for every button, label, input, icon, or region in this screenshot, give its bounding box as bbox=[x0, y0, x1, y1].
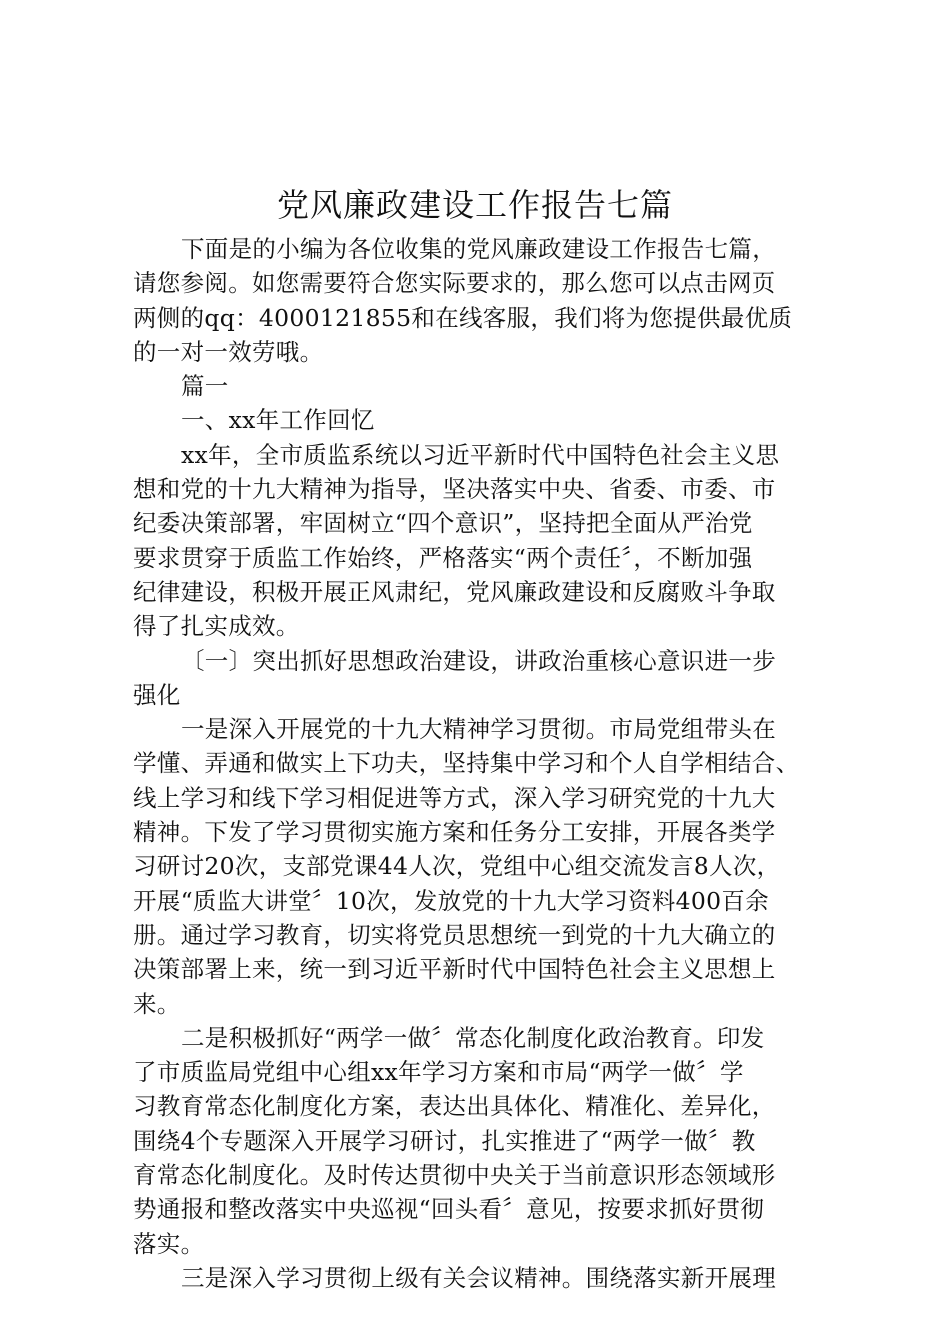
text-line: 学懂、弄通和做实上下功夫，坚持集中学习和个人自学相结合、 bbox=[133, 749, 800, 778]
text-line: xx年，全市质监系统以习近平新时代中国特色社会主义思 bbox=[181, 440, 780, 469]
text-line: 习研讨20次，支部党课44人次，党组中心组交流发言8人次， bbox=[133, 852, 781, 881]
document-title: 党风廉政建设工作报告七篇 bbox=[276, 186, 673, 224]
text-line: 育常态化制度化。及时传达贯彻中央关于当前意识形态领域形 bbox=[133, 1161, 776, 1190]
text-line: 围绕4个专题深入开展学习研讨，扎实推进了“两学一做〞教 bbox=[133, 1126, 756, 1155]
text-line: 纪律建设，积极开展正风肃纪，党风廉政建设和反腐败斗争取 bbox=[133, 577, 776, 606]
text-line: 纪委决策部署，牢固树立“四个意识”，坚持把全面从严治党 bbox=[133, 509, 753, 538]
text-line: 下面是的小编为各位收集的党风廉政建设工作报告七篇， bbox=[181, 235, 776, 263]
text-line: 决策部署上来，统一到习近平新时代中国特色社会主义思想上 bbox=[133, 955, 776, 984]
text-line: 线上学习和线下学习相促进等方式，深入学习研究党的十九大 bbox=[133, 783, 776, 812]
text-line: 册。通过学习教育，切实将党员思想统一到党的十九大确立的 bbox=[133, 920, 776, 949]
text-line: 二是积极抓好“两学一做〞常态化制度化政治教育。印发 bbox=[181, 1023, 765, 1052]
text-line: 精神。下发了学习贯彻实施方案和任务分工安排，开展各类学 bbox=[133, 818, 776, 847]
text-line: 想和党的十九大精神为指导，坚决落实中央、省委、市委、市 bbox=[133, 475, 776, 504]
text-line: 了市质监局党组中心组xx年学习方案和市局“两学一做〞学 bbox=[133, 1058, 744, 1087]
text-line: 请您参阅。如您需要符合您实际要求的，那么您可以点击网页 bbox=[133, 269, 776, 298]
text-line: 篇一 bbox=[181, 372, 229, 401]
text-line: 势通报和整改落实中央巡视“回头看〞意见，按要求抓好贯彻 bbox=[133, 1195, 765, 1224]
text-line: 两侧的qq：4000121855和在线客服，我们将为您提供最优质 bbox=[133, 303, 793, 332]
text-line: 要求贯穿于质监工作始终，严格落实“两个责任〞，不断加强 bbox=[133, 543, 753, 572]
text-line: 习教育常态化制度化方案，表达出具体化、精准化、差异化， bbox=[133, 1092, 776, 1121]
text-line: 强化 bbox=[133, 680, 181, 709]
text-line: 一、xx年工作回忆 bbox=[181, 406, 375, 435]
text-line: 的一对一效劳哦。 bbox=[133, 337, 324, 366]
text-line: 落实。 bbox=[133, 1229, 205, 1258]
text-line: 〔一〕突出抓好思想政治建设，讲政治重核心意识进一步 bbox=[181, 646, 776, 675]
text-line: 一是深入开展党的十九大精神学习贯彻。市局党组带头在 bbox=[181, 715, 776, 744]
document-body bbox=[133, 232, 843, 1295]
text-line: 三是深入学习贯彻上级有关会议精神。围绕落实新开展理 bbox=[181, 1263, 776, 1292]
text-line: 开展“质监大讲堂〞10次，发放党的十九大学习资料400百余 bbox=[133, 886, 769, 915]
text-line: 来。 bbox=[133, 989, 181, 1018]
text-line: 得了扎实成效。 bbox=[133, 612, 300, 641]
